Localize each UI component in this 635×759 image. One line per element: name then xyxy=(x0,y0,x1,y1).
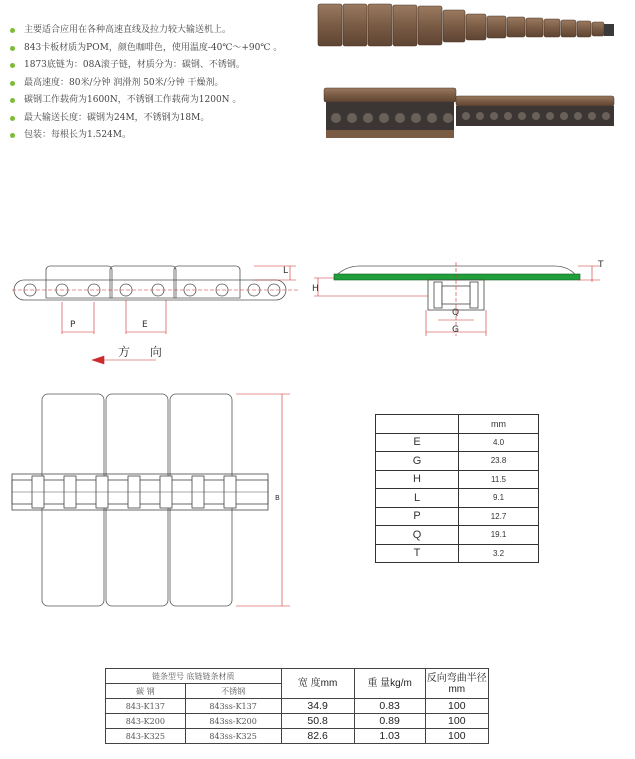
weight-header: 重 量kg/m xyxy=(354,669,425,699)
table-row: L 9.1 xyxy=(376,489,539,508)
dim-label-h: H xyxy=(312,284,319,294)
spec-item: 最大输送长度：碳钢为24M，不锈钢为18M。 xyxy=(10,110,315,128)
dimension-table xyxy=(375,414,539,563)
table-row: Q 19.1 xyxy=(376,526,539,545)
header-group: 链条型号 底链链条材质 xyxy=(106,669,282,684)
bullet-icon xyxy=(10,116,15,121)
spec-item: 843卡板材质为POM，颜色咖啡色，使用温度-40℃～+90℃ 。 xyxy=(10,40,315,58)
spec-item: 碳钢工作载荷为1600N，不锈钢工作载荷为1200N 。 xyxy=(10,92,315,110)
bullet-icon xyxy=(10,28,15,33)
table-row: P 12.7 xyxy=(376,507,539,526)
bullet-icon xyxy=(10,133,15,138)
chain-photo-top xyxy=(316,2,616,50)
table-row: G 23.8 xyxy=(376,452,539,471)
dim-label-p: P xyxy=(70,320,76,330)
backflex-header: 反向弯曲半径 mm xyxy=(425,669,488,699)
table-row: T 3.2 xyxy=(376,544,539,563)
spec-list xyxy=(10,22,315,145)
bullet-icon xyxy=(10,63,15,68)
table-row: 843-K325 843ss-K325 82.6 1.03 100 xyxy=(106,729,489,744)
dim-label-t: T xyxy=(598,260,604,270)
dim-label-e: E xyxy=(142,320,148,330)
table-row: 843-K200 843ss-K200 50.8 0.89 100 xyxy=(106,714,489,729)
table-header-row xyxy=(106,669,489,684)
dim-label-b: B xyxy=(275,494,280,502)
table-row: E 4.0 xyxy=(376,433,539,452)
spec-item: 包装：每根长为1.524M。 xyxy=(10,127,315,145)
top-view-drawing xyxy=(8,388,298,610)
table-header-row xyxy=(376,415,539,434)
carbon-header: 碳 钢 xyxy=(106,684,186,699)
spec-item: 最高速度：80米/分钟 润滑剂 50米/分钟 干燥剂。 xyxy=(10,75,315,93)
direction-label: 方 向 xyxy=(118,345,170,359)
stainless-header: 不锈钢 xyxy=(185,684,281,699)
dim-label-g: G xyxy=(452,325,459,335)
bullet-icon xyxy=(10,98,15,103)
bullet-icon xyxy=(10,81,15,86)
model-table xyxy=(105,668,489,744)
dim-label-q: Q xyxy=(452,308,460,318)
table-row: 843-K137 843ss-K137 34.9 0.83 100 xyxy=(106,699,489,714)
unit-header: mm xyxy=(459,415,539,434)
bullet-icon xyxy=(10,46,15,51)
table-row: H 11.5 xyxy=(376,470,539,489)
spec-item: 1873底链为：08A滚子链，材质分为：碳钢、不锈钢。 xyxy=(10,57,315,75)
dim-label-l: L xyxy=(283,266,289,276)
spec-item: 主要适合应用在各种高速直线及拉力较大输送机上。 xyxy=(10,22,315,40)
width-header: 宽 度mm xyxy=(281,669,354,699)
chain-photo-side xyxy=(322,86,618,146)
